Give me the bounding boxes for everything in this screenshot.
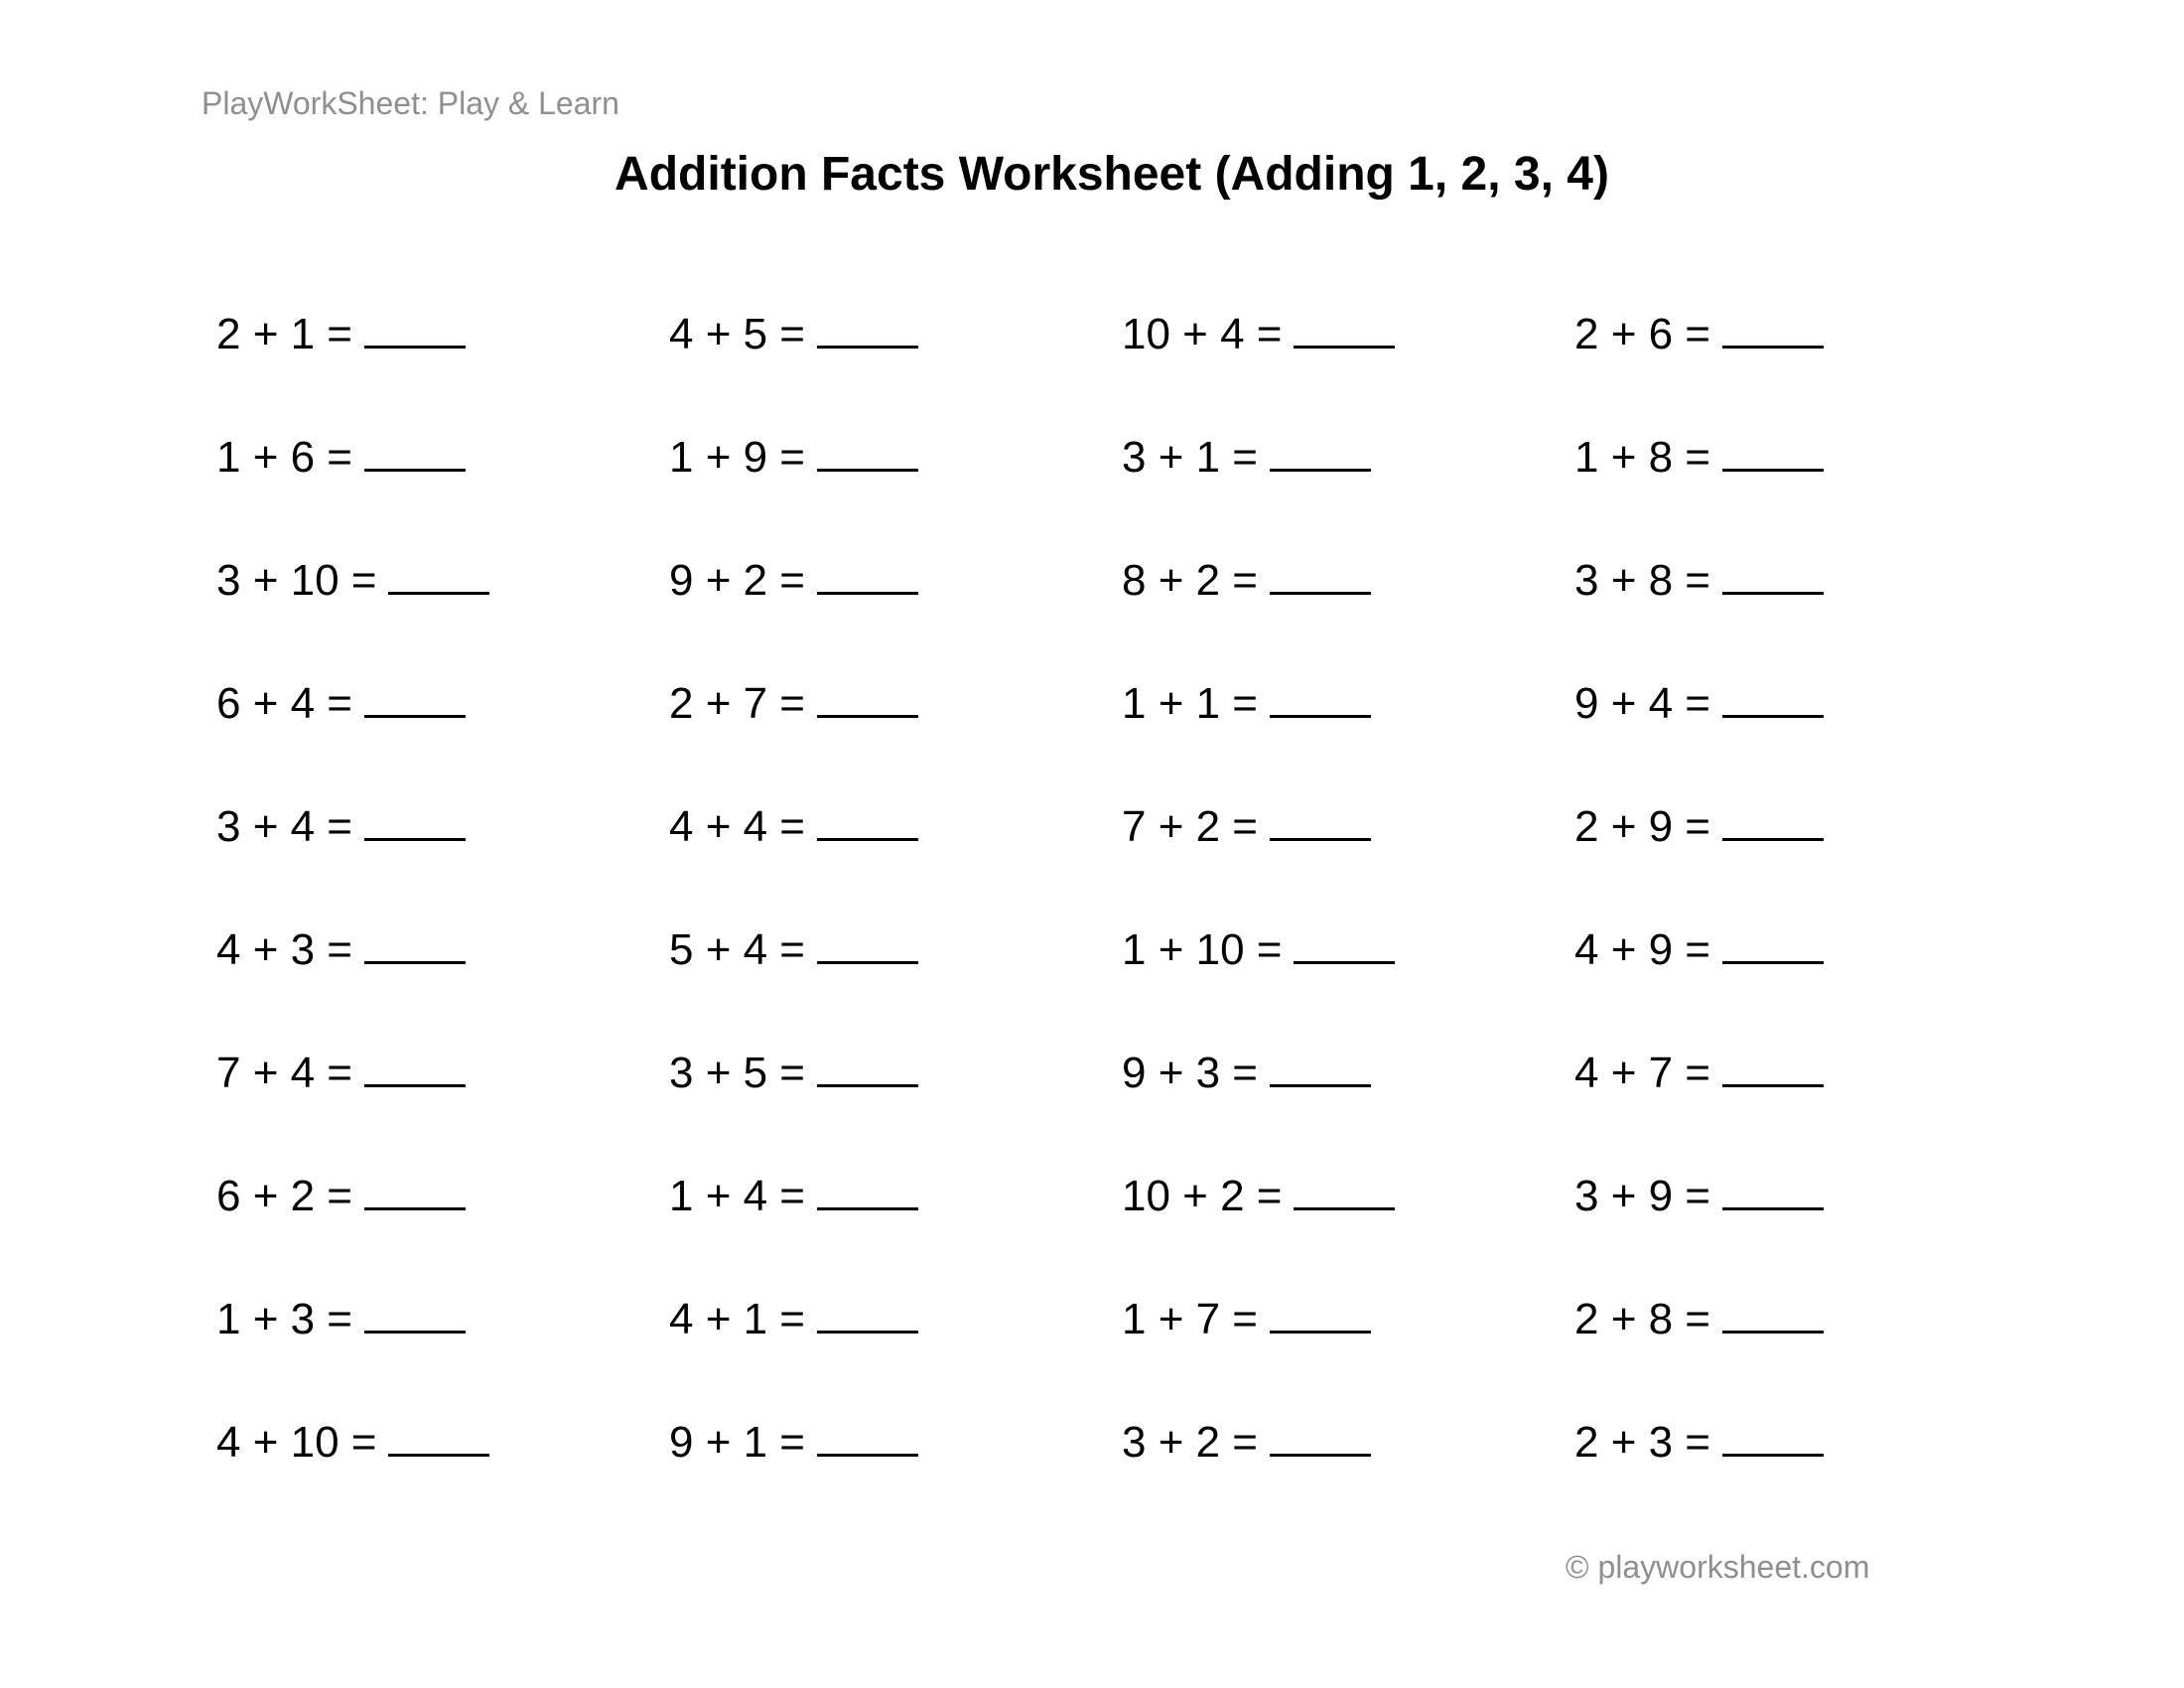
problem-item [669,546,918,616]
problem-text: 10 + 4 = [1122,310,1283,358]
answer-blank[interactable] [1722,1291,1824,1334]
worksheet-title: Addition Facts Worksheet (Adding 1, 2, 3, 4) [614,148,1609,201]
problem-item [1122,1408,1371,1477]
answer-blank[interactable] [364,921,466,964]
problem-text: 6 + 4 = [216,679,353,728]
answer-blank[interactable] [817,798,918,841]
answer-blank[interactable] [364,798,466,841]
problem-item [1574,300,1824,369]
problem-text: 2 + 6 = [1574,310,1711,358]
problem-item [669,1285,918,1354]
problem-item [1574,1408,1824,1477]
problem-text: 3 + 9 = [1574,1172,1711,1220]
problem-text: 3 + 4 = [216,802,353,851]
problem-text: 3 + 1 = [1122,433,1259,482]
problem-text: 7 + 2 = [1122,802,1259,851]
answer-blank[interactable] [817,552,918,595]
problem-item [1122,792,1371,862]
problem-item [216,1408,489,1477]
problem-item [1574,423,1824,492]
answer-blank[interactable] [1722,675,1824,718]
answer-blank[interactable] [1722,921,1824,964]
problem-item [216,1285,466,1354]
problem-item [1122,423,1371,492]
answer-blank[interactable] [388,552,489,595]
problem-item [1122,1162,1395,1231]
problem-text: 4 + 9 = [1574,925,1711,974]
problem-item [216,915,466,985]
problem-text: 1 + 7 = [1122,1295,1259,1343]
problem-item [1122,1039,1371,1108]
problem-text: 3 + 5 = [669,1049,806,1097]
problem-item [669,1162,918,1231]
problem-text: 4 + 7 = [1574,1049,1711,1097]
problem-item [1122,915,1395,985]
problem-text: 9 + 2 = [669,556,806,605]
problem-item [1574,792,1824,862]
answer-blank[interactable] [1722,798,1824,841]
problem-text: 3 + 2 = [1122,1418,1259,1467]
problem-text: 8 + 2 = [1122,556,1259,605]
problem-item [1574,669,1824,739]
problem-text: 1 + 4 = [669,1172,806,1220]
answer-blank[interactable] [364,1291,466,1334]
problem-text: 7 + 4 = [216,1049,353,1097]
problem-item [1122,1285,1371,1354]
problem-text: 10 + 2 = [1122,1172,1283,1220]
problem-text: 2 + 8 = [1574,1295,1711,1343]
answer-blank[interactable] [1270,1414,1371,1457]
problem-text: 3 + 10 = [216,556,377,605]
answer-blank[interactable] [817,1045,918,1087]
problem-text: 4 + 4 = [669,802,806,851]
answer-blank[interactable] [1294,921,1395,964]
problem-item [669,423,918,492]
answer-blank[interactable] [1294,306,1395,349]
problem-item [1122,669,1371,739]
problem-item [669,915,918,985]
problem-item [216,1162,466,1231]
problem-item [1574,915,1824,985]
problem-text: 1 + 9 = [669,433,806,482]
answer-blank[interactable] [1722,429,1824,472]
problem-text: 2 + 3 = [1574,1418,1711,1467]
answer-blank[interactable] [364,306,466,349]
problem-item [669,669,918,739]
problem-item [216,546,489,616]
problem-item [1574,1285,1824,1354]
answer-blank[interactable] [817,1414,918,1457]
problem-text: 3 + 8 = [1574,556,1711,605]
answer-blank[interactable] [1722,552,1824,595]
answer-blank[interactable] [1270,429,1371,472]
answer-blank[interactable] [1270,1045,1371,1087]
copyright-notice: © playworksheet.com [1566,1549,1870,1585]
problem-item [216,792,466,862]
problem-item [1574,1039,1824,1108]
problem-item [1574,1162,1824,1231]
answer-blank[interactable] [817,921,918,964]
answer-blank[interactable] [817,675,918,718]
problem-item [1122,546,1371,616]
problem-item [669,1039,918,1108]
answer-blank[interactable] [364,1045,466,1087]
problem-text: 9 + 1 = [669,1418,806,1467]
answer-blank[interactable] [817,1291,918,1334]
problem-item [216,423,466,492]
answer-blank[interactable] [1722,1045,1824,1087]
answer-blank[interactable] [1270,1291,1371,1334]
problem-item [669,1408,918,1477]
problem-text: 1 + 1 = [1122,679,1259,728]
problem-item [216,1039,466,1108]
answer-blank[interactable] [388,1414,489,1457]
problem-text: 2 + 7 = [669,679,806,728]
answer-blank[interactable] [817,306,918,349]
answer-blank[interactable] [1270,552,1371,595]
problem-text: 4 + 3 = [216,925,353,974]
answer-blank[interactable] [1270,675,1371,718]
answer-blank[interactable] [364,1168,466,1210]
problem-text: 2 + 9 = [1574,802,1711,851]
problem-text: 2 + 1 = [216,310,353,358]
problem-text: 1 + 8 = [1574,433,1711,482]
problem-text: 4 + 1 = [669,1295,806,1343]
problem-item [1122,300,1395,369]
problem-grid [216,300,2003,1491]
problem-text: 5 + 4 = [669,925,806,974]
answer-blank[interactable] [1270,798,1371,841]
brand-label: PlayWorkSheet: Play & Learn [202,85,619,121]
answer-blank[interactable] [1722,306,1824,349]
problem-text: 1 + 10 = [1122,925,1283,974]
answer-blank[interactable] [1722,1414,1824,1457]
problem-item [669,792,918,862]
problem-text: 4 + 10 = [216,1418,377,1467]
answer-blank[interactable] [1294,1168,1395,1210]
problem-text: 6 + 2 = [216,1172,353,1220]
answer-blank[interactable] [817,429,918,472]
answer-blank[interactable] [364,429,466,472]
answer-blank[interactable] [817,1168,918,1210]
problem-item [216,300,466,369]
problem-item [216,669,466,739]
problem-text: 1 + 3 = [216,1295,353,1343]
answer-blank[interactable] [1722,1168,1824,1210]
problem-item [1574,546,1824,616]
problem-text: 9 + 3 = [1122,1049,1259,1097]
problem-text: 1 + 6 = [216,433,353,482]
problem-item [669,300,918,369]
problem-text: 9 + 4 = [1574,679,1711,728]
problem-text: 4 + 5 = [669,310,806,358]
answer-blank[interactable] [364,675,466,718]
